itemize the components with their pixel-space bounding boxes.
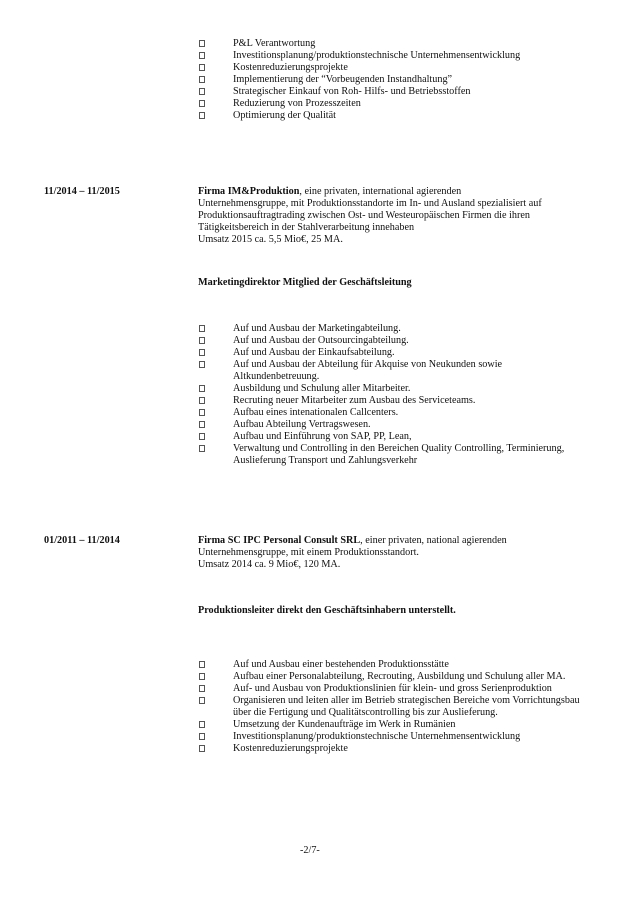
list-item: Verwaltung und Controlling in den Bereichen Quality Controlling, Terminierung, Auslieferung Transport und Zahlungsverkehr [198,443,588,467]
list-item: Organisieren und leiten aller im Betrieb strategischen Bereiche vom Vorrichtungsbau über die Fertigung und Qualitätscontrolling bis zur Auslieferung. [198,695,588,719]
description-line: Umsatz 2015 ca. 5,5 Mio€, 25 MA. [198,234,343,245]
checkbox-bullet-icon [199,64,205,71]
checkbox-bullet-icon [199,40,205,47]
checkbox-bullet-icon [199,385,205,392]
list-item: Ausbildung und Schulung aller Mitarbeiter. [198,383,588,395]
checkbox-bullet-icon [199,52,205,59]
description-line: Tätigkeitsbereich in der Stahlverarbeitung innehaben [198,222,415,233]
list-item: Auf und Ausbau der Outsourcingabteilung. [198,335,588,347]
company-intro: , einer privaten, national agierenden [360,535,507,546]
list-item: Aufbau Abteilung Vertragswesen. [198,419,588,431]
responsibilities-list [198,323,588,467]
list-item: Aufbau eines intenationalen Callcenters. [198,407,588,419]
list-item: Auf und Ausbau der Abteilung für Akquise von Neukunden sowie Altkundenbetreuung. [198,359,588,383]
checkbox-bullet-icon [199,361,205,368]
checkbox-bullet-icon [199,433,205,440]
list-item: Strategischer Einkauf von Roh- Hilfs- und Betriebsstoffen [198,86,588,98]
responsibilities-list [198,659,588,755]
checkbox-bullet-icon [199,661,205,668]
checkbox-bullet-icon [199,721,205,728]
checkbox-bullet-icon [199,445,205,452]
checkbox-bullet-icon [199,76,205,83]
list-item: Umsetzung der Kundenaufträge im Werk in Rumänien [198,719,588,731]
checkbox-bullet-icon [199,733,205,740]
list-item: Auf und Ausbau einer bestehenden Produktionsstätte [198,659,588,671]
list-item: Auf und Ausbau der Einkaufsabteilung. [198,347,588,359]
list-item: Auf- und Ausbau von Produktionslinien für klein- und gross Serienproduktion [198,683,588,695]
checkbox-bullet-icon [199,421,205,428]
checkbox-bullet-icon [199,697,205,704]
list-item: Investitionsplanung/produktionstechnische Unternehmensentwicklung [198,731,588,743]
checkbox-bullet-icon [199,745,205,752]
checkbox-bullet-icon [199,112,205,119]
description-line: Produktionsauftragtrading zwischen Ost- und Westeuropäischen Firmen die ihren [198,210,530,221]
list-item: Aufbau einer Personalabteilung, Recrouting, Ausbildung und Schulung aller MA. [198,671,588,683]
checkbox-bullet-icon [199,685,205,692]
job-role: Produktionsleiter direkt den Geschäftsinhabern unterstellt. [198,605,456,616]
checkbox-bullet-icon [199,100,205,107]
company-name: Firma SC IPC Personal Consult SRL [198,535,361,546]
list-item: Auf und Ausbau der Marketingabteilung. [198,323,588,335]
description-line: Umsatz 2014 ca. 9 Mio€, 120 MA. [198,559,341,570]
list-item: P&L Verantwortung [198,38,588,50]
list-item: Kostenreduzierungsprojekte [198,743,588,755]
job-date: 11/2014 – 11/2015 [44,186,120,197]
job-role: Marketingdirektor Mitglied der Geschäftsleitung [198,277,412,288]
list-item: Aufbau und Einführung von SAP, PP, Lean, [198,431,588,443]
company-intro: , eine privaten, international agierenden [299,186,462,197]
checkbox-bullet-icon [199,397,205,404]
description-line: Unternehmensgruppe, mit Produktionsstandorte im In- und Ausland spezialisiert auf [198,198,542,209]
checkbox-bullet-icon [199,673,205,680]
list-item: Optimierung der Qualität [198,110,588,122]
list-item: Implementierung der “Vorbeugenden Instandhaltung” [198,74,588,86]
list-item: Recruting neuer Mitarbeiter zum Ausbau des Serviceteams. [198,395,588,407]
company-description [198,186,593,246]
checkbox-bullet-icon [199,349,205,356]
checkbox-bullet-icon [199,325,205,332]
company-description [198,535,593,571]
job-date: 01/2011 – 11/2014 [44,535,120,546]
checkbox-bullet-icon [199,88,205,95]
checkbox-bullet-icon [199,409,205,416]
list-item: Investitionsplanung/produktionstechnische Unternehmensentwicklung [198,50,588,62]
list-item: Kostenreduzierungsprojekte [198,62,588,74]
page-number: -2/7- [300,845,320,856]
list-item: Reduzierung von Prozesszeiten [198,98,588,110]
description-line: Unternehmensgruppe, mit einem Produktionsstandort. [198,547,419,558]
checkbox-bullet-icon [199,337,205,344]
responsibilities-list-top [198,38,588,122]
company-name: Firma IM&Produktion [198,186,300,197]
